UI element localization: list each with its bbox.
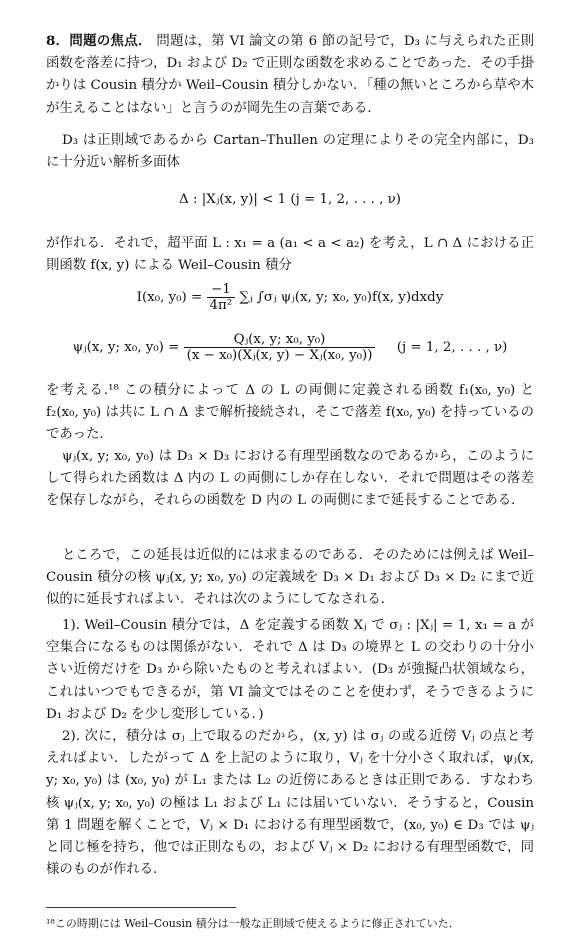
footnote-rule: [46, 907, 236, 908]
equation-polyhedron: Δ : |Xⱼ(x, y)| < 1 (j = 1, 2, . . . , ν): [179, 192, 401, 207]
equation-kernel: [46, 332, 534, 363]
eq3-lhs: ψⱼ(x, y; x₀, y₀) =: [72, 340, 180, 355]
eq2-numerator: −1: [207, 282, 236, 298]
paragraph-5: ψⱼ(x, y; x₀, y₀) は D₃ × D₃ における有理型函数なのであるから，このようにして得られた函数は Δ 内の L の両側にしか存在しない．それで問題はその落差を保存しながら，それらの函数を D 内の L の両側にまで延長することである．: [46, 449, 534, 509]
eq3-denominator: (x − x₀)(Xⱼ(x, y) − Xⱼ(x₀, y₀)): [186, 348, 373, 363]
paragraph-1: [46, 30, 534, 120]
paragraph-6: ところで，この延長は近似的には求まるのである．そのためには例えば Weil–Cousin 積分の核 ψⱼ(x, y; x₀, y₀) の定義域を D₃ × D₁ および D₃ × D₂ にまで近似的に延長すればよい．それは次のようにしてなされる．: [46, 548, 534, 608]
paragraph-8: 2). 次に，積分は σⱼ 上で取るのだから，(x, y) は σⱼ の或る近傍 Vⱼ の点と考えればよい．したがって Δ を上記のように取り，Vⱼ を十分小さく取れば，ψⱼ(x, y; x₀, y₀) は (x₀, y₀) が L₁ または L₂ の近傍にあるときは正則である．すなわち核 ψⱼ(x, y; x₀, y₀) の極は L₁ および L₁ には届いていない．そうすると，Cousin 第 1 問題を解くことで，Vⱼ × D₁ における有理型函数で，(x₀, y₀) ∈ D₃ では ψⱼ と同じ極を持ち，他では正則なもの，および Vⱼ × D₂ における有理型函数で，同様のものが作れる．: [46, 729, 534, 878]
eq2-denominator: 4π²: [209, 298, 233, 313]
eq2-lhs: I(x₀, y₀) =: [136, 290, 203, 305]
paragraph-2: D₃ は正則域であるから Cartan–Thullen の定理によりその完全内部に，D₃ に十分近い解析多面体: [46, 133, 534, 171]
paragraph-7: 1). Weil–Cousin 積分では，Δ を定義する函数 Xⱼ で σⱼ : |Xⱼ| = 1, x₁ = a が空集合になるものは関係がない．それで Δ は D₃ の境界と L の交わりの十分小さい近傍だけを D₃ から除いたものと考えればよい．(D₃ が強擬凸状領域なら，これはいつでもできるが，第 VI 論文ではそのことを使わず，そうできるように D₁ および D₂ を少し変形している．): [46, 618, 534, 722]
eq3-fraction: [184, 332, 376, 363]
eq2-fraction: [207, 282, 236, 313]
paragraph-4: を考える.¹⁸ この積分によって Δ の L の両側に定義される函数 f₁(x₀, y₀) と f₂(x₀, y₀) は共に L ∩ Δ まで解析接続され，そこで落差 f(x₀, y₀) を持っているのであった．: [46, 383, 534, 443]
equation-weil-cousin-integral: [46, 282, 534, 313]
footnote-18: ¹⁸この時期には Weil–Cousin 積分は一般な正則域で使えるように修正されていた．: [46, 917, 460, 930]
eq2-rhs: ∑ⱼ ∫σⱼ ψⱼ(x, y; x₀, y₀)f(x, y)dxdy: [239, 290, 444, 305]
eq3-condition: (j = 1, 2, . . . , ν): [396, 340, 508, 355]
paragraph-3: が作れる．それで，超平面 L : x₁ = a (a₁ < a < a₂) を考え，L ∩ Δ における正則函数 f(x, y) による Weil–Cousin 積分: [46, 236, 534, 274]
paragraph-1-text: 問題は，第 VI 論文の第 6 節の記号で，D₃ に与えられた正則函数を落差に持つ，D₁ および D₂ で正則な函数を求めることであった．その手掛かりは Cousin 積分か Weil–Cousin 積分しかない．「種の無いところから草や木が生えることはない」と言うのが岡先生の言葉である．: [46, 34, 534, 116]
eq3-numerator: Qⱼ(x, y; x₀, y₀): [184, 332, 376, 348]
section-heading: 8．問題の焦点．: [46, 33, 152, 49]
